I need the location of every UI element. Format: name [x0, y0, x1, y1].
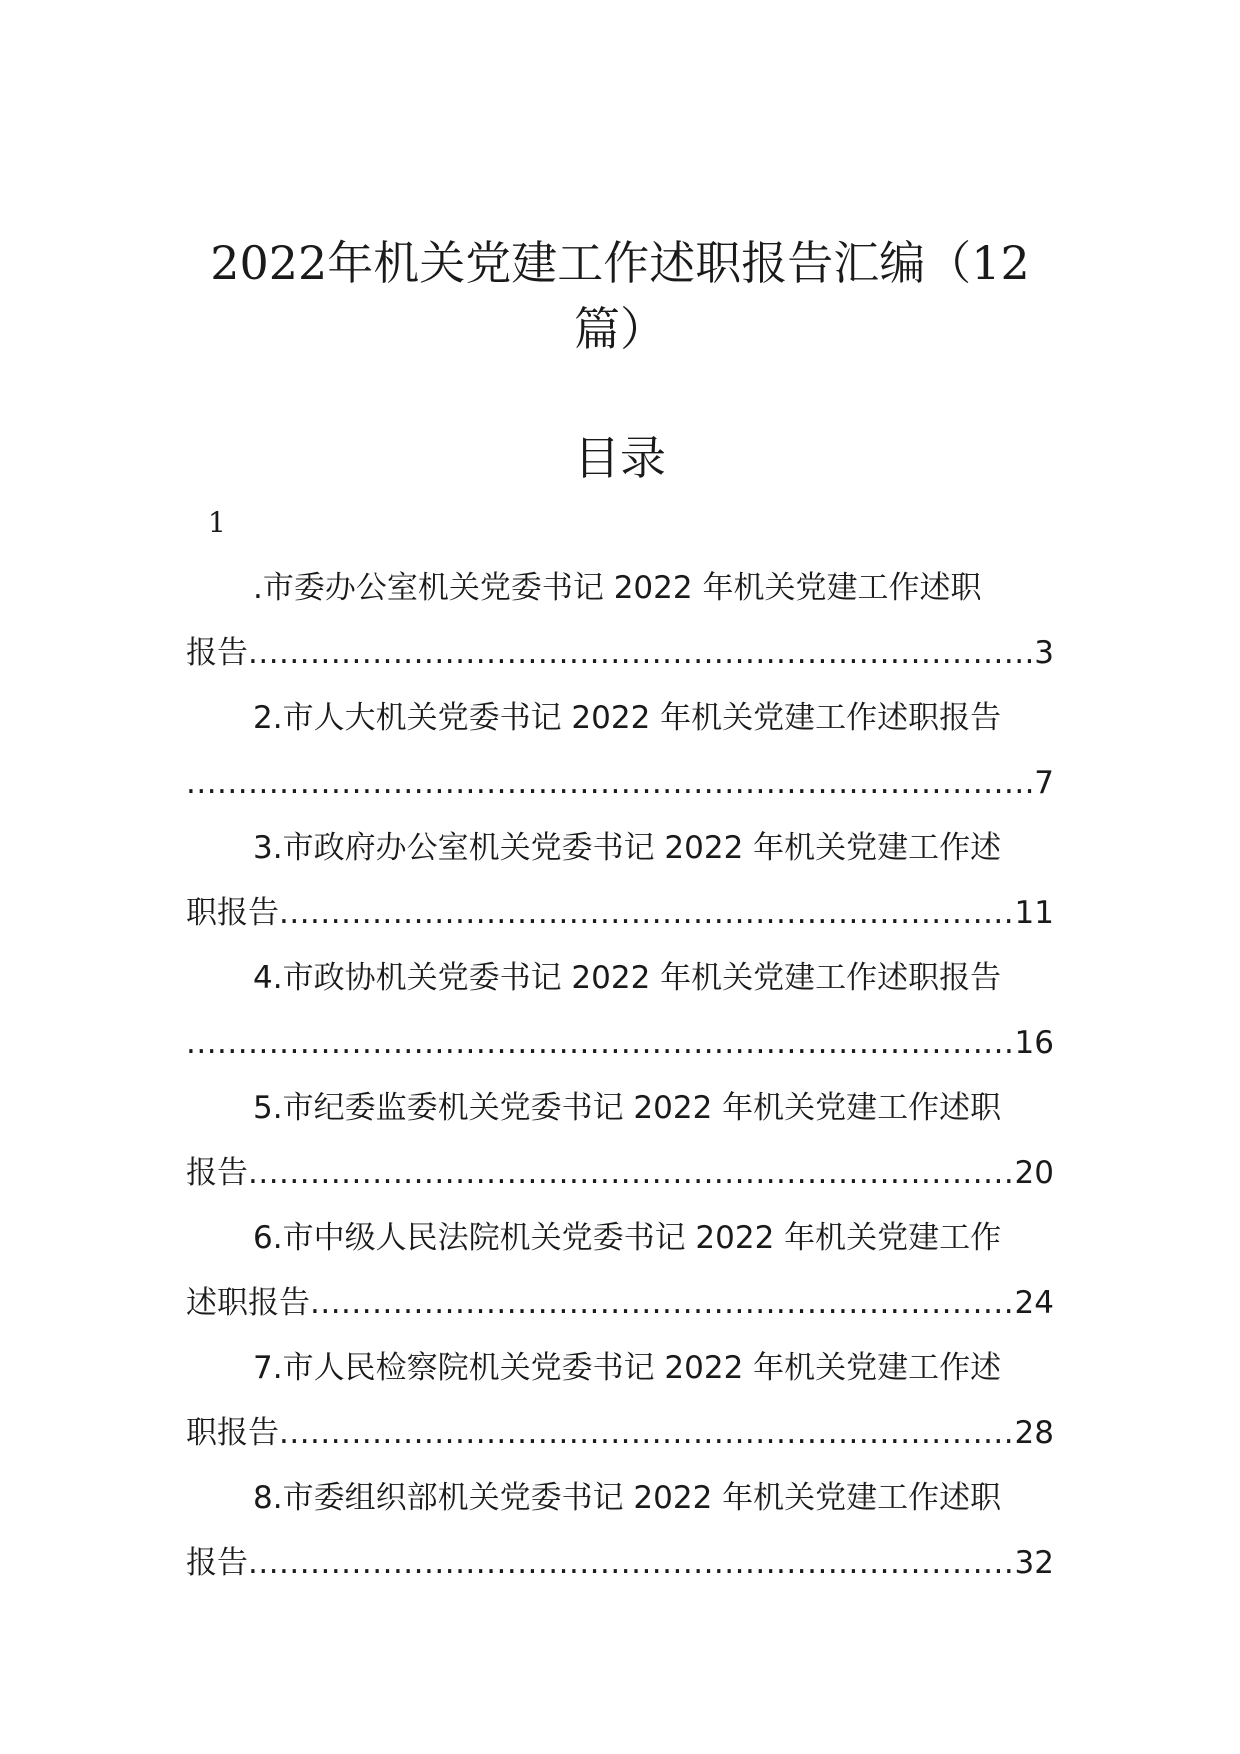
- toc-entry-title: 5.市纪委监委机关党委书记 2022 年机关党建工作述职: [253, 1090, 1002, 1126]
- toc-entry-6[interactable]: [186, 1214, 1054, 1344]
- toc-entry-title-continued: 述职报告: [186, 1285, 310, 1321]
- title-year: 2022: [210, 236, 328, 290]
- toc-entry-title-continued: 报告: [186, 635, 248, 671]
- dot-leader: [248, 629, 1034, 694]
- toc-entry-page: 20: [1014, 1155, 1054, 1191]
- toc-entry-3[interactable]: [186, 824, 1054, 954]
- toc-entry-title: 7.市人民检察院机关党委书记 2022 年机关党建工作述: [253, 1350, 1002, 1386]
- toc-entry-title-continued: 职报告: [186, 895, 279, 931]
- toc-entry-title: 6.市中级人民法院机关党委书记 2022 年机关党建工作: [253, 1220, 1002, 1256]
- dot-leader: [279, 1409, 1015, 1474]
- toc-entry-4[interactable]: [186, 954, 1054, 1084]
- dot-leader: [186, 1019, 1015, 1084]
- toc-entry-2[interactable]: [186, 694, 1054, 824]
- toc-entry-8[interactable]: [186, 1474, 1054, 1604]
- toc-entry-page: 24: [1014, 1285, 1054, 1321]
- toc-entry-page: 3: [1034, 635, 1054, 671]
- toc-entry-page: 16: [1014, 1025, 1054, 1061]
- toc-entry-page: 11: [1014, 895, 1054, 931]
- toc-entry-page: 7: [1034, 765, 1054, 801]
- dot-leader: [279, 889, 1015, 954]
- table-of-contents: [186, 564, 1054, 1604]
- title-text: 年机关党建工作述职报告汇编（: [327, 236, 972, 290]
- dot-leader: [248, 1149, 1015, 1214]
- dot-leader: [248, 1539, 1015, 1604]
- toc-heading: 目录: [574, 431, 666, 485]
- toc-entry-7[interactable]: [186, 1344, 1054, 1474]
- toc-list-marker: 1: [208, 506, 226, 539]
- dot-leader: [310, 1279, 1015, 1344]
- toc-entry-title: .市委办公室机关党委书记 2022 年机关党建工作述职: [253, 570, 982, 606]
- toc-entry-title-continued: 职报告: [186, 1415, 279, 1451]
- toc-entry-title: 8.市委组织部机关党委书记 2022 年机关党建工作述职: [253, 1480, 1002, 1516]
- dot-leader: [186, 759, 1034, 824]
- toc-entry-title: 2.市人大机关党委书记 2022 年机关党建工作述职报告: [253, 700, 1002, 736]
- toc-entry-5[interactable]: [186, 1084, 1054, 1214]
- toc-entry-page: 32: [1014, 1545, 1054, 1581]
- document-title-line-1: [186, 228, 1054, 298]
- toc-entry-title: 3.市政府办公室机关党委书记 2022 年机关党建工作述: [253, 830, 1002, 866]
- toc-entry-title: 4.市政协机关党委书记 2022 年机关党建工作述职报告: [253, 960, 1002, 996]
- title-count: 12: [971, 236, 1030, 290]
- toc-entry-title-continued: 报告: [186, 1155, 248, 1191]
- toc-entry-1[interactable]: [186, 564, 1054, 694]
- toc-entry-page: 28: [1014, 1415, 1054, 1451]
- toc-entry-title-continued: 报告: [186, 1545, 248, 1581]
- document-title-line-2: 篇）: [574, 302, 666, 356]
